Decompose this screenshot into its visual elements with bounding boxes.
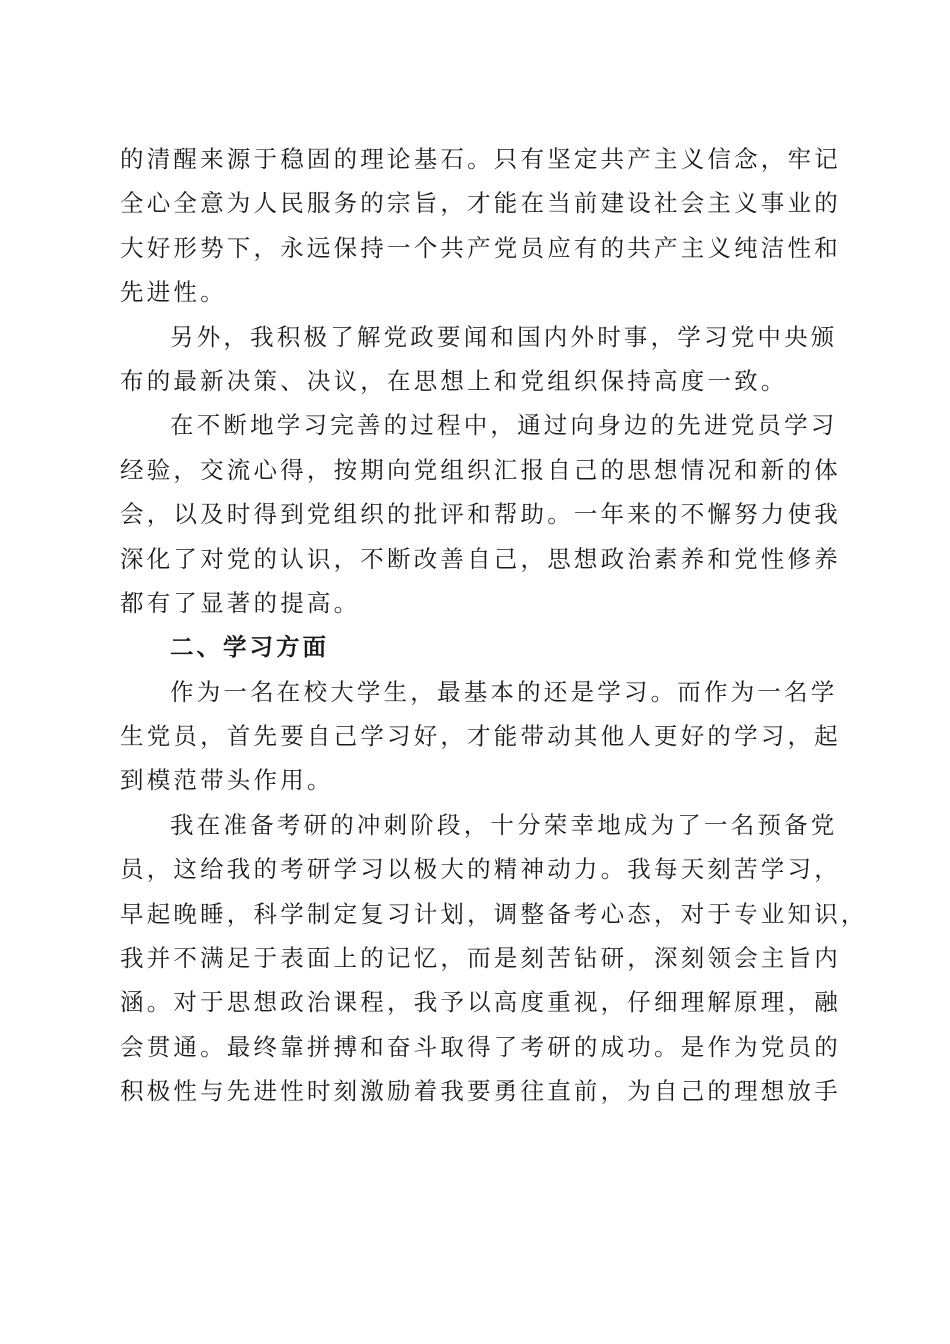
text-line: 生党员，首先要自己学习好，才能带动其他人更好的学习，起 [120, 722, 841, 751]
text-line: 员，这给我的考研学习以极大的精神动力。我每天刻苦学习， [120, 855, 841, 884]
text-line: 在不断地学习完善的过程中，通过向身边的先进党员学习 [170, 411, 838, 440]
text-line: 另外，我积极了解党政要闻和国内外时事，学习党中央颁 [170, 322, 838, 351]
paragraph-5 [120, 803, 868, 1114]
text-line: 先进性。 [120, 278, 227, 307]
paragraph-4 [120, 670, 841, 803]
text-line: 积极性与先进性时刻激励着我要勇往直前，为自己的理想放手 [120, 1077, 841, 1106]
text-line: 作为一名在校大学生，最基本的还是学习。而作为一名学 [170, 677, 838, 706]
text-line: 我在准备考研的冲刺阶段，十分荣幸地成为了一名预备党 [170, 810, 838, 839]
text-line: 布的最新决策、决议，在思想上和党组织保持高度一致。 [120, 366, 788, 395]
section-heading-text: 二、学习方面 [170, 633, 329, 662]
paragraph-2 [120, 315, 838, 404]
text-line: 会贯通。最终靠拼搏和奋斗取得了考研的成功。是作为党员的 [120, 1032, 841, 1061]
text-line: 到模范带头作用。 [120, 766, 334, 795]
text-line: 大好形势下，永远保持一个共产党员应有的共产主义纯洁性和 [120, 233, 841, 262]
text-line: 经验，交流心得，按期向党组织汇报自己的思想情况和新的体 [120, 455, 841, 484]
text-line: 早起晚睡，科学制定复习计划，调整备考心态，对于专业知识， [120, 899, 868, 928]
text-line: 我并不满足于表面上的记忆，而是刻苦钻研，深刻领会主旨内 [120, 944, 841, 973]
text-line: 深化了对党的认识，不断改善自己，思想政治素养和党性修养 [120, 544, 841, 573]
text-line: 会，以及时得到党组织的批评和帮助。一年来的不懈努力使我 [120, 500, 841, 529]
text-line: 的清醒来源于稳固的理论基石。只有坚定共产主义信念，牢记 [120, 145, 841, 173]
text-line: 都有了显著的提高。 [120, 588, 361, 617]
text-line: 全心全意为人民服务的宗旨，才能在当前建设社会主义事业的 [120, 189, 841, 218]
paragraph-1 [120, 137, 841, 315]
section-heading [120, 625, 830, 669]
paragraph-3 [120, 403, 841, 625]
document-body [120, 137, 868, 1114]
text-line: 涵。对于思想政治课程，我予以高度重视，仔细理解原理，融 [120, 988, 841, 1017]
